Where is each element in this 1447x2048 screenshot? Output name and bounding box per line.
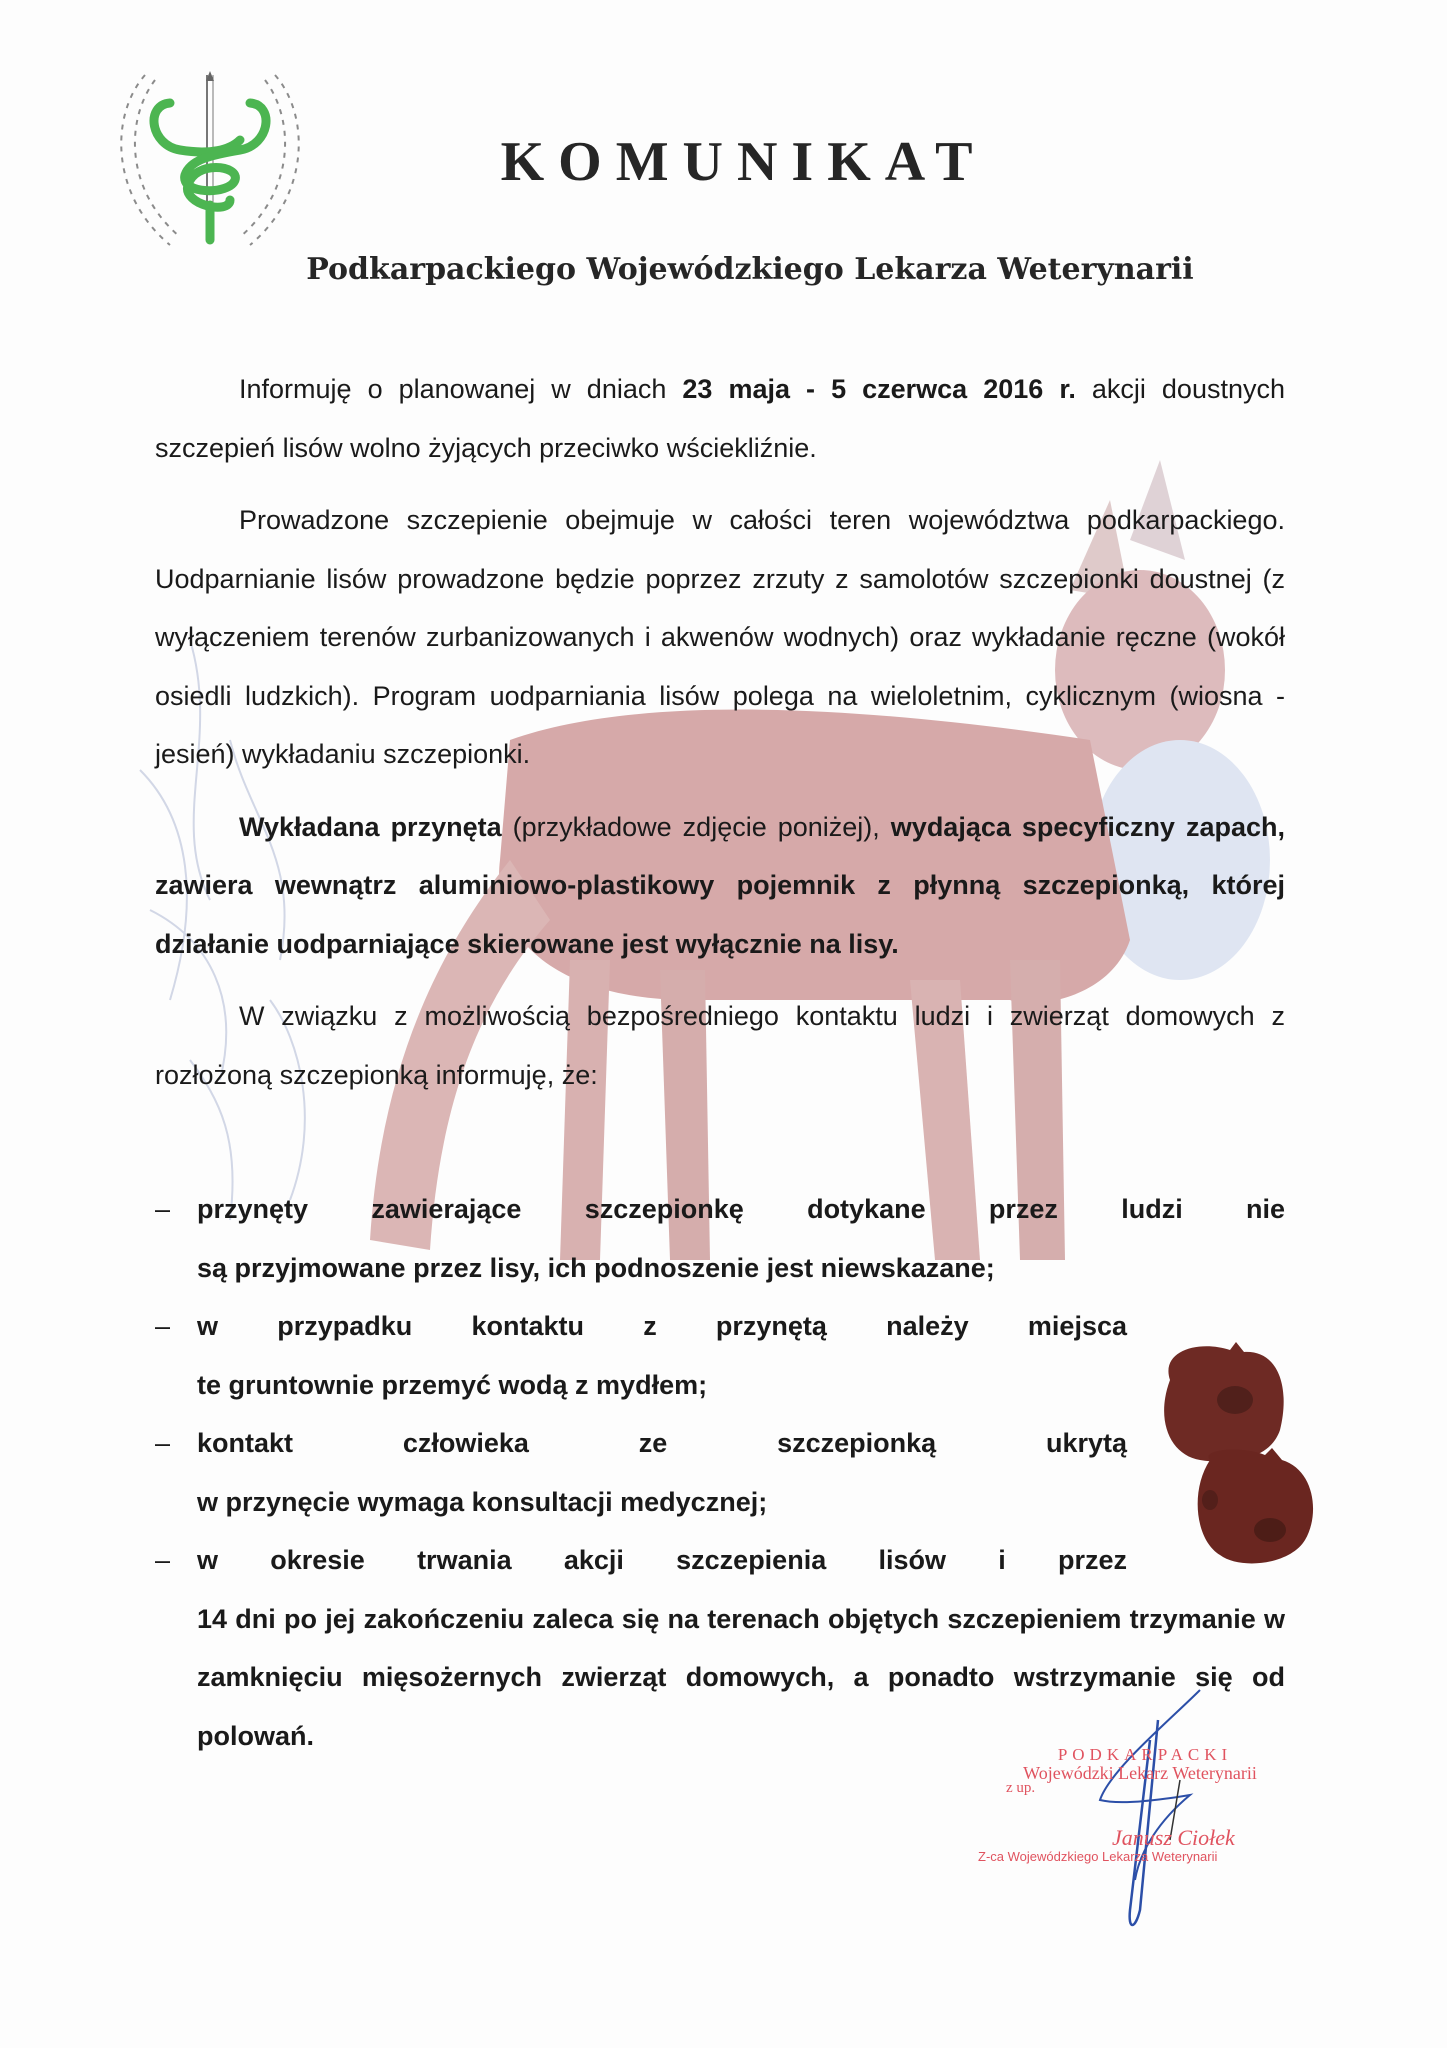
paragraph-bait: Wykładana przynęta (przykładowe zdjęcie poniżej), wydająca specyficzny zapach, zawiera wewnątrz aluminiowo-plastikowy pojemnik z płynną szczepionką, której działanie uodparniające skierowane jest wyłącznie na lisy.	[155, 811, 1285, 959]
document-body	[155, 360, 1285, 1104]
official-stamp: PODKARPACKI Wojewódzki Lekarz Weterynarii z up. Janusz Ciołek Z-ca Wojewódzkiego Lekarza Weterynarii	[960, 1745, 1300, 1864]
document-title: KOMUNIKAT	[500, 131, 987, 193]
dash-bullet: –	[155, 1545, 171, 1575]
campaign-dates: 23 maja - 5 czerwca 2016 r.	[682, 374, 1076, 404]
list-item: – w okresie trwania akcji szczepienia lisów i przez 14 dni po jej zakończeniu zaleca się na terenach objętych szczepieniem trzymanie w zamknięciu mięsożernych zwierząt domowych, a ponadto wstrzymanie się od polowań.	[155, 1531, 1285, 1765]
signatory-name: Janusz Ciołek	[1112, 1825, 1235, 1850]
dash-bullet: –	[155, 1428, 171, 1458]
bait-photo	[1140, 1340, 1330, 1570]
warning-list	[155, 1180, 1285, 1765]
document-subtitle: Podkarpackiego Wojewódzkiego Lekarza Weterynarii	[306, 252, 1194, 287]
dash-bullet: –	[155, 1194, 171, 1224]
list-item: – kontakt człowieka ze szczepionką ukrytą w przynęcie wymaga konsultacji medycznej;	[155, 1414, 1285, 1531]
list-item: – w przypadku kontaktu z przynętą należy miejsca te gruntownie przemyć wodą z mydłem;	[155, 1297, 1285, 1414]
paragraph-scope: Prowadzone szczepienie obejmuje w całości teren województwa podkarpackiego. Uodparnianie lisów prowadzone będzie poprzez zrzuty z samolotów szczepionki doustnej (z wyłączeniem terenów zurbanizowanych i akwenów wodnych) oraz wykładanie ręczne (wokół osiedli ludzkich). Program uodparniania lisów polega na wieloletnim, cyklicznym (wiosna - jesień) wykładaniu szczepionki.	[155, 505, 1285, 769]
paragraph-warning-intro: W związku z możliwością bezpośredniego kontaktu ludzi i zwierząt domowych z rozłożoną szczepionką informuję, że:	[155, 1001, 1285, 1090]
paragraph-announcement: Informuję o planowanej w dniach 23 maja - 5 czerwca 2016 r. akcji doustnych szczepień lisów wolno żyjących przeciwko wściekliźnie.	[155, 374, 1286, 463]
signatory-role: Z-ca Wojewódzkiego Lekarza Weterynarii	[978, 1849, 1218, 1864]
list-item: – przynęty zawierające szczepionkę dotykane przez ludzi nie są przyjmowane przez lisy, ich podnoszenie jest niewskazane;	[155, 1180, 1285, 1297]
dash-bullet: –	[155, 1311, 171, 1341]
